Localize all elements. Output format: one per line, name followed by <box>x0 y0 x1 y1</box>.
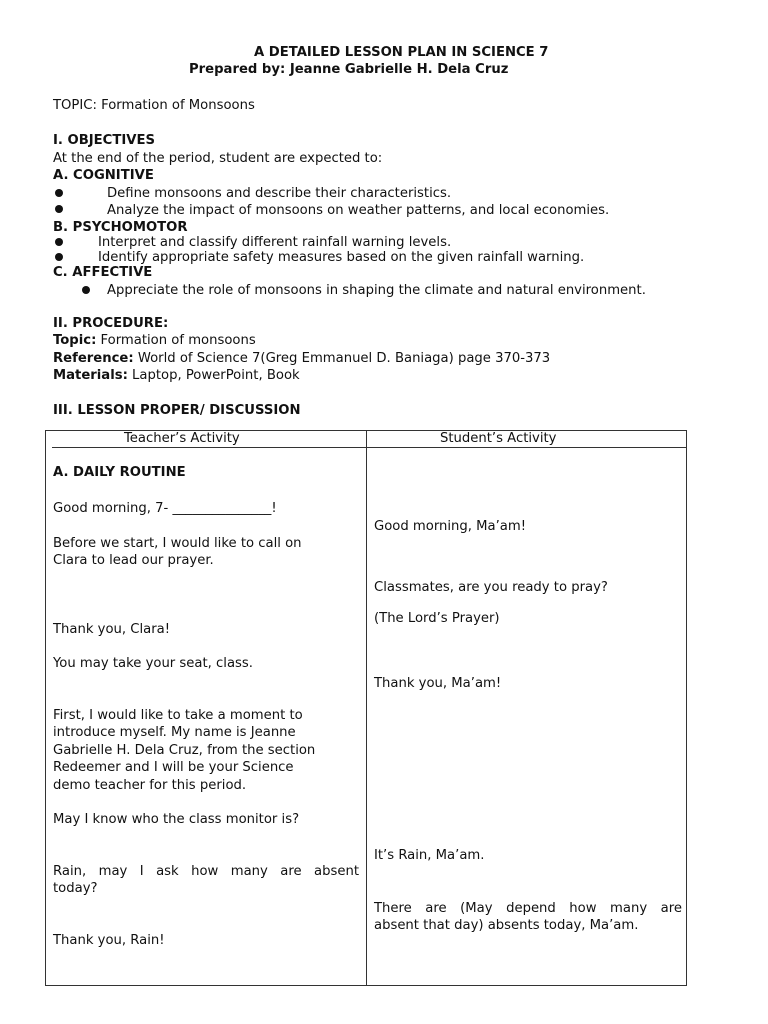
teacher-line: Redeemer and I will be your Science <box>53 760 294 775</box>
cognitive-heading: A. COGNITIVE <box>53 168 154 183</box>
teacher-line: First, I would like to take a moment to <box>53 708 303 723</box>
teacher-line: May I know who the class monitor is? <box>53 812 300 827</box>
bullet-icon <box>55 205 63 213</box>
student-line: Classmates, are you ready to pray? <box>374 580 608 595</box>
column-header-student: Student’s Activity <box>440 431 557 446</box>
procedure-reference-value: World of Science 7(Greg Emmanuel D. Baniaga) page 370-373 <box>133 351 551 366</box>
topic-line: TOPIC: Formation of Monsoons <box>53 98 255 113</box>
student-line: Thank you, Ma’am! <box>374 676 502 691</box>
teacher-line: Thank you, Rain! <box>53 933 165 948</box>
procedure-materials-value: Laptop, PowerPoint, Book <box>127 368 300 383</box>
teacher-line: You may take your seat, class. <box>53 656 253 671</box>
teacher-line: Good morning, 7- _______________! <box>53 501 277 516</box>
procedure-topic-label: Topic: <box>53 333 97 348</box>
teacher-line: Clara to lead our prayer. <box>53 553 214 568</box>
bullet-icon <box>55 238 63 246</box>
document-title: A DETAILED LESSON PLAN IN SCIENCE 7 <box>254 45 549 60</box>
student-line: absent that day) absents today, Ma’am. <box>374 918 639 933</box>
bullet-icon <box>55 189 63 197</box>
affective-item: Appreciate the role of monsoons in shaping the climate and natural environment. <box>107 283 646 298</box>
student-line: There are (May depend how many are <box>374 901 682 916</box>
procedure-topic-value: Formation of monsoons <box>96 333 256 348</box>
bullet-icon <box>55 253 63 261</box>
prepared-by: Prepared by: Jeanne Gabrielle H. Dela Cruz <box>189 62 509 77</box>
teacher-line: Before we start, I would like to call on <box>53 536 302 551</box>
teacher-line: today? <box>53 881 98 896</box>
teacher-line: introduce myself. My name is Jeanne <box>53 725 296 740</box>
lesson-heading: III. LESSON PROPER/ DISCUSSION <box>53 403 301 418</box>
procedure-heading: II. PROCEDURE: <box>53 316 169 331</box>
objectives-heading: I. OBJECTIVES <box>53 133 155 148</box>
cognitive-item: Analyze the impact of monsoons on weather patterns, and local economies. <box>107 203 610 218</box>
student-line: It’s Rain, Ma’am. <box>374 848 485 863</box>
column-header-teacher: Teacher’s Activity <box>124 431 240 446</box>
teacher-line: Thank you, Clara! <box>53 622 171 637</box>
student-line: (The Lord’s Prayer) <box>374 611 500 626</box>
table-column-divider <box>366 430 367 986</box>
table-header-rule <box>367 447 687 448</box>
teacher-line: Gabrielle H. Dela Cruz, from the section <box>53 743 316 758</box>
procedure-topic <box>53 333 256 349</box>
daily-routine-heading: A. DAILY ROUTINE <box>53 465 186 480</box>
table-header-rule <box>52 447 366 448</box>
psychomotor-heading: B. PSYCHOMOTOR <box>53 220 188 235</box>
psychomotor-item: Identify appropriate safety measures based on the given rainfall warning. <box>98 250 585 265</box>
bullet-icon <box>82 286 90 294</box>
procedure-reference <box>53 351 550 367</box>
teacher-line: Rain, may I ask how many are absent <box>53 864 359 879</box>
affective-heading: C. AFFECTIVE <box>53 265 153 280</box>
cognitive-item: Define monsoons and describe their characteristics. <box>107 186 452 201</box>
student-line: Good morning, Ma’am! <box>374 519 527 534</box>
procedure-materials-label: Materials: <box>53 368 128 383</box>
procedure-materials <box>53 368 300 384</box>
procedure-reference-label: Reference: <box>53 351 134 366</box>
teacher-line: demo teacher for this period. <box>53 778 247 793</box>
psychomotor-item: Interpret and classify different rainfall warning levels. <box>98 235 452 250</box>
objectives-intro: At the end of the period, student are expected to: <box>53 151 383 166</box>
